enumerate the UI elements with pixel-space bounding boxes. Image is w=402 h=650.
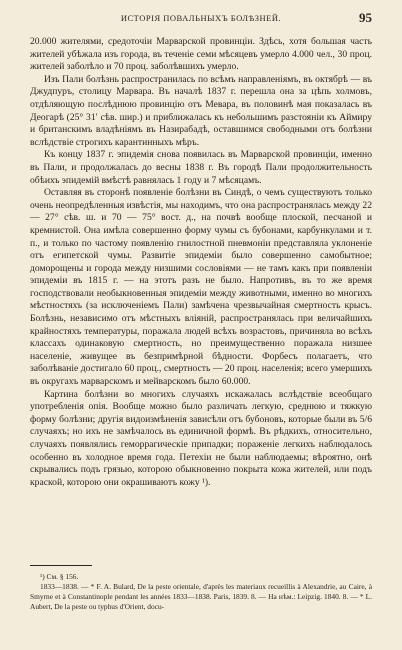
paragraph: 20.000 жителями, средоточіи Марварской провинціи. Здѣсь, хотя большая часть жителей убѣжала изъ города, въ теченіе семи мѣсяцевъ умерло 4.000 чел., 30 проц. жителей заболѣло и 70 проц. заболѣвшихъ умерло. (30, 36, 372, 73)
footnote: ¹) См. § 156. (40, 572, 79, 581)
paragraph: Оставляя въ сторонѣ появленіе болѣзни въ Синдѣ, о чемъ существуютъ только очень неопредѣленныя извѣстія, мы находимъ, что она распространялась между 22 — 27° сѣв. ш. и 70 — 75° вост. д., на почвѣ вообще плоской, песчаной и кремнистой. Она имѣла совершенно форму чумы съ бубонами, карбункулами и т. п., и только по частому появленію гнилостной пневмоніи представляла уклоненіе отъ египетской чумы. Развитіе эпидеміи было совершенно самобытное; доморощены и города между низшими сословіями — не тамъ какъ при появленіи эпидеміи въ 1815 г. — на этотъ разъ не было. Напротивъ, въ то же время господствовали необыкновенныя эпидеміи между животными, именно во многихъ мѣстностяхъ (за исключеніемъ Пали) замѣчена чрезвычайная смертность крысъ. Болѣзнь, независимо отъ мѣстныхъ вліяній, распространялась при величайшихъ крайностяхъ температуры, поражала людей всѣхъ возрастовъ, причиняла во всѣхъ классахъ одинаковую смертность, но преимущественно поражала низшее населеніе, живущее въ безпримѣрной бѣдности. Форбесъ полагаетъ, что заболѣваніе достигало 60 проц., смертность — 20 проц. населенія; всего умершихъ въ округахъ марварскомъ и мейварскомъ было 60.000. (30, 187, 372, 388)
paragraph: Картина болѣзни во многихъ случаяхъ искажалась вслѣдствіе всеобщаго употребленія опія. Вообще можно было различать легкую, среднюю и тяжкую форму болѣзни; другія видоизмѣненія зависѣли отъ бубоновъ, которые были въ 5/6 случаяхъ; но ихъ не замѣчалось въ единичной формѣ. Въ рѣдкихъ, относительно, случаяхъ появлялись геморрагическіе припадки; пораженіе легкихъ наблюдалось особенно въ холодное время года. Петехіи не были наблюдаемы; вѣроятно, онѣ скрывались подъ грязью, которою обыкновенно покрыта кожа жителей, или подъ краской, которою они окрашиваютъ кожу ¹). (30, 388, 372, 488)
footnote: 1833—1838. — * F. A. Bulard, De la peste orientale, d'après les materiaux recueillis à Alexandrie, au Caire, à Smyrne et à Constantinople pendant les années 1833—1838. Paris, 1839. 8. — На нѣм.: Leipzig. 1840. 8. — * L. Aubert, De la peste ou typhus d'Orient, docu- (30, 582, 372, 611)
page-number: 95 (359, 10, 372, 25)
body-text (30, 36, 372, 489)
paragraph: Къ концу 1837 г. эпидемія снова появилась въ Марварской провинціи, именно въ Пали, и продолжалась до весны 1838 г. Въ городѣ Пали продолжительность обѣихъ эпидемій вмѣстѣ равнялась 1 году и 7 мѣсяцамъ. (30, 149, 372, 186)
running-header (30, 10, 372, 26)
footnote-divider (30, 565, 92, 566)
header-title: ИСТОРІЯ ПОВАЛЬНЫХЪ БОЛѢЗНЕЙ. (120, 13, 282, 23)
footnotes (30, 572, 372, 612)
paragraph: Изъ Пали болѣзнь распространилась по всѣмъ направленіямъ, въ октябрѣ — въ Джудпуръ, столицу Марвара. Въ началѣ 1837 г. перешла она за цѣпь холмовъ, отдѣляющую послѣднюю провинцію отъ Мевара, въ половинѣ мая показалась въ Деогарѣ (25° 31′ сѣв. шир.) и приближалась къ небольшимъ разстояніи къ Аймиру и британскимъ владѣніямъ въ Назирабадѣ, оставшимся свободными отъ болѣзни вслѣдствіе строгихъ карантинныхъ мѣръ. (30, 73, 372, 148)
